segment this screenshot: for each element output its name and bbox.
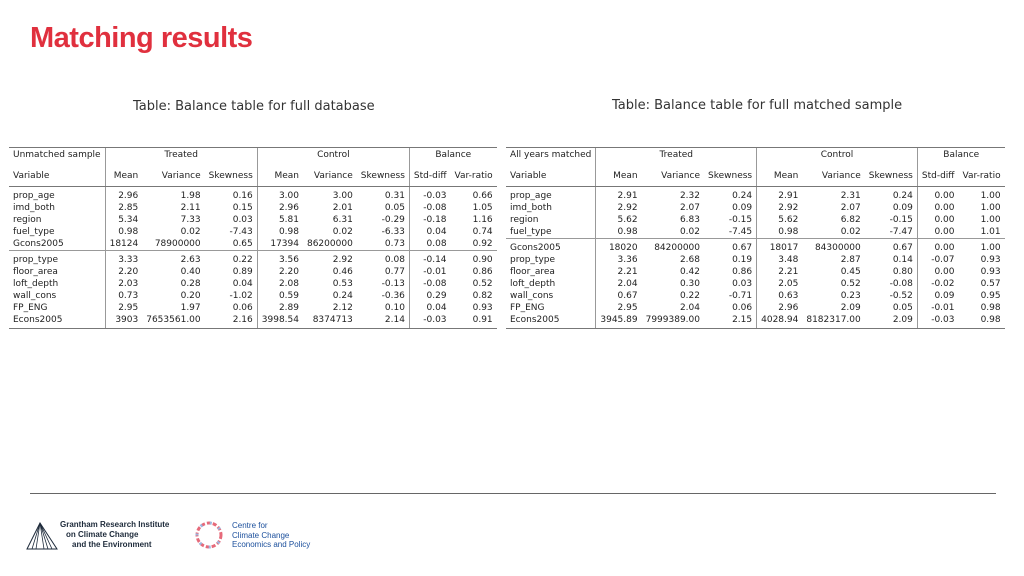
table-cell: 2.05 — [757, 278, 803, 290]
table-cell: -0.01 — [409, 266, 450, 278]
table-cell: 0.52 — [472, 279, 493, 289]
table-cell: 0.93 — [472, 303, 493, 313]
table-row — [9, 278, 497, 290]
table-cell: 0.82 — [472, 291, 493, 301]
column-header: Mean — [757, 163, 803, 187]
left-balance-table — [9, 147, 497, 329]
table-column-header-row — [506, 163, 1005, 187]
table-cell: 0.09 — [732, 203, 753, 213]
table-cell: 0.98 — [959, 314, 1005, 329]
table-cell: 1.00 — [980, 203, 1001, 213]
table-cell: 17394 — [257, 238, 303, 251]
table-cell: 2.91 — [757, 187, 803, 203]
table-cell: -1.02 — [229, 291, 253, 301]
table-cell: 2.04 — [596, 278, 642, 290]
table-cell: 0.22 — [205, 251, 258, 267]
table-cell: 2.04 — [679, 303, 700, 313]
cccep-logo — [192, 518, 332, 552]
variable-name: Econs2005 — [9, 314, 105, 329]
table-cell: 0.30 — [679, 279, 700, 289]
table-cell: 0.24 — [892, 191, 913, 201]
table-row — [506, 254, 1005, 266]
table-row — [9, 266, 497, 278]
table-cell: 0.40 — [180, 267, 201, 277]
table-cell: 3998.54 — [257, 314, 303, 329]
table-cell: 3945.89 — [596, 314, 642, 329]
table-cell: 0.63 — [757, 290, 803, 302]
group-header-treated: Treated — [105, 148, 257, 164]
table-cell: 2.09 — [840, 303, 861, 313]
table-cell: 0.74 — [472, 227, 493, 237]
table-cell: 0.04 — [232, 279, 253, 289]
group-header-control: Control — [757, 148, 918, 164]
table-cell: 0.24 — [332, 291, 353, 301]
right-table-caption: Table: Balance table for full matched sample — [612, 98, 903, 113]
table-group-header-row — [506, 148, 1005, 164]
table-cell: 0.93 — [980, 267, 1001, 277]
table-cell: -0.15 — [728, 215, 753, 225]
column-header: Std-diff — [917, 163, 958, 187]
table-cell: 1.00 — [980, 215, 1001, 225]
table-cell: 2.03 — [105, 278, 142, 290]
table-cell: 18017 — [757, 239, 803, 255]
table-cell: -0.71 — [728, 291, 753, 301]
table-cell: -0.08 — [889, 279, 913, 289]
column-header: Variable — [9, 163, 105, 187]
table-cell: 0.59 — [257, 290, 303, 302]
table-cell: 0.02 — [679, 227, 700, 237]
table-cell: 8374713 — [303, 314, 357, 329]
table-cell: 0.86 — [472, 267, 493, 277]
table-cell: 7999389.00 — [642, 314, 704, 329]
table-cell: 2.68 — [679, 255, 700, 265]
table-cell: 0.04 — [409, 302, 450, 314]
table-cell: 2.92 — [757, 202, 803, 214]
table-cell: 2.12 — [332, 303, 353, 313]
variable-name: Gcons2005 — [506, 239, 596, 255]
variable-name: wall_cons — [13, 291, 57, 301]
column-header: Variable — [506, 163, 596, 187]
table-cell: -0.03 — [917, 314, 958, 329]
variable-name: FP_ENG — [510, 303, 545, 313]
table-row — [506, 290, 1005, 302]
table-cell: 0.00 — [917, 187, 958, 203]
table-row — [9, 226, 497, 238]
table-cell: 0.77 — [384, 267, 405, 277]
table-cell: 3.36 — [596, 254, 642, 266]
table-cell: 0.03 — [232, 215, 253, 225]
table-cell: 6.31 — [332, 215, 353, 225]
table-row — [506, 266, 1005, 278]
table-cell: 0.04 — [409, 226, 450, 238]
table-row — [9, 251, 497, 267]
table-cell: 78900000 — [154, 239, 201, 249]
page-title: Matching results — [30, 22, 253, 54]
table-cell: 0.00 — [917, 226, 958, 239]
table-cell: 0.73 — [105, 290, 142, 302]
table-cell: 2.63 — [142, 251, 204, 267]
table-cell: 0.46 — [332, 267, 353, 277]
table-cell: -0.13 — [381, 279, 405, 289]
table-cell: 2.96 — [257, 202, 303, 214]
group-header-balance: Balance — [917, 148, 1004, 164]
column-header: Skewness — [205, 163, 258, 187]
table-row — [9, 302, 497, 314]
column-header: Skewness — [704, 163, 757, 187]
table-row — [9, 202, 497, 214]
table-cell: 0.08 — [409, 238, 450, 251]
table-cell: 2.07 — [840, 203, 861, 213]
variable-name: FP_ENG — [13, 303, 48, 313]
table-cell: 0.15 — [232, 203, 253, 213]
table-cell: -0.18 — [409, 214, 450, 226]
variable-name: floor_area — [13, 267, 58, 277]
table-cell: 2.87 — [840, 255, 861, 265]
table-cell: 2.14 — [357, 314, 410, 329]
table-cell: -7.43 — [229, 227, 253, 237]
table-cell: 0.52 — [840, 279, 861, 289]
table-cell: 0.66 — [472, 191, 493, 201]
left-table-caption: Table: Balance table for full database — [133, 99, 375, 114]
table-cell: 0.31 — [384, 191, 405, 201]
table-cell: 1.00 — [980, 191, 1001, 201]
sample-label: All years matched — [506, 148, 596, 164]
table-cell: 0.09 — [917, 290, 958, 302]
variable-name: Gcons2005 — [13, 239, 64, 249]
table-cell: 0.23 — [840, 291, 861, 301]
column-header: Variance — [802, 163, 864, 187]
variable-name: imd_both — [13, 203, 55, 213]
sample-label: Unmatched sample — [9, 148, 105, 164]
table-cell: 0.02 — [840, 227, 861, 237]
cccep-logo-line3: Economics and Policy — [232, 540, 311, 549]
table-cell: 2.07 — [679, 203, 700, 213]
table-cell: 6.83 — [679, 215, 700, 225]
column-header: Var-ratio — [959, 163, 1005, 187]
group-header-treated: Treated — [596, 148, 757, 164]
table-cell: -0.07 — [917, 254, 958, 266]
table-cell: 0.00 — [917, 202, 958, 214]
column-header: Mean — [596, 163, 642, 187]
table-cell: 2.20 — [257, 266, 303, 278]
table-cell: 2.91 — [596, 187, 642, 203]
group-header-balance: Balance — [409, 148, 496, 164]
table-cell: 0.89 — [232, 267, 253, 277]
variable-name: prop_type — [9, 251, 105, 267]
column-header: Variance — [142, 163, 204, 187]
table-cell: 0.19 — [732, 255, 753, 265]
table-cell: 2.96 — [757, 302, 803, 314]
table-cell: -0.15 — [889, 215, 913, 225]
table-cell: 3.00 — [332, 191, 353, 201]
variable-name: prop_type — [510, 255, 556, 265]
table-cell: 0.20 — [180, 291, 201, 301]
column-header: Mean — [257, 163, 303, 187]
variable-name: loft_depth — [13, 279, 59, 289]
table-row — [506, 187, 1005, 203]
table-row — [506, 278, 1005, 290]
table-cell: 1.97 — [180, 303, 201, 313]
variable-name: fuel_type — [510, 227, 552, 237]
table-cell: 0.06 — [232, 303, 253, 313]
table-cell: -0.29 — [381, 215, 405, 225]
table-cell: 0.06 — [732, 303, 753, 313]
table-cell: 3.56 — [257, 251, 303, 267]
table-row — [506, 314, 1005, 329]
table-cell: 2.21 — [596, 266, 642, 278]
table-cell: 3.33 — [105, 251, 142, 267]
table-cell: 0.98 — [596, 226, 642, 239]
table-cell: 0.42 — [679, 267, 700, 277]
table-cell: 0.00 — [917, 239, 958, 255]
table-cell: 0.98 — [105, 226, 142, 238]
variable-name: prop_age — [510, 191, 552, 201]
table-cell: 86200000 — [306, 239, 353, 249]
table-cell: 2.89 — [257, 302, 303, 314]
table-cell: 5.62 — [596, 214, 642, 226]
table-cell: 0.73 — [384, 239, 405, 249]
column-header: Mean — [105, 163, 142, 187]
table-cell: -0.03 — [409, 187, 450, 203]
table-cell: 1.05 — [472, 203, 493, 213]
table-cell: 0.09 — [892, 203, 913, 213]
table-cell: 0.53 — [332, 279, 353, 289]
table-row — [9, 290, 497, 302]
table-row — [9, 314, 497, 329]
table-cell: 0.08 — [357, 251, 410, 267]
table-cell: 1.00 — [959, 239, 1005, 255]
grantham-logo-line2: on Climate Change — [66, 530, 139, 539]
table-row — [506, 202, 1005, 214]
column-header: Skewness — [357, 163, 410, 187]
variable-name: floor_area — [510, 267, 555, 277]
table-cell: 2.31 — [840, 191, 861, 201]
table-cell: 2.92 — [303, 251, 357, 267]
table-row — [9, 238, 497, 251]
table-row — [9, 214, 497, 226]
table-cell: 0.24 — [732, 191, 753, 201]
table-cell: 0.14 — [892, 255, 913, 265]
table-cell: 2.21 — [757, 266, 803, 278]
grantham-logo-line3: and the Environment — [72, 540, 152, 549]
table-cell: 1.01 — [980, 227, 1001, 237]
variable-name: wall_cons — [510, 291, 554, 301]
table-cell: 0.93 — [980, 255, 1001, 265]
table-cell: 7653561.00 — [142, 314, 204, 329]
table-cell: 0.90 — [451, 251, 497, 267]
table-cell: 2.16 — [205, 314, 258, 329]
variable-name: fuel_type — [13, 227, 55, 237]
table-row — [506, 239, 1005, 255]
table-row — [506, 226, 1005, 239]
table-cell: 0.05 — [892, 303, 913, 313]
table-cell: 2.92 — [596, 202, 642, 214]
table-cell: 0.80 — [892, 267, 913, 277]
table-cell: 1.98 — [180, 191, 201, 201]
table-cell: 0.67 — [704, 239, 757, 255]
table-cell: -0.52 — [889, 291, 913, 301]
cccep-logo-line1: Centre for — [232, 521, 268, 530]
table-cell: 1.16 — [472, 215, 493, 225]
table-cell: 0.02 — [180, 227, 201, 237]
footer-divider — [30, 493, 996, 494]
table-cell: 2.11 — [180, 203, 201, 213]
table-cell: -0.14 — [409, 251, 450, 267]
table-cell: 0.00 — [917, 266, 958, 278]
table-cell: -0.02 — [917, 278, 958, 290]
mountain-logo-icon — [26, 520, 58, 550]
table-cell: 18020 — [596, 239, 642, 255]
table-cell: 18124 — [105, 238, 142, 251]
table-cell: -0.01 — [917, 302, 958, 314]
table-cell: 0.22 — [679, 291, 700, 301]
table-cell: 0.02 — [332, 227, 353, 237]
table-cell: 4028.94 — [757, 314, 803, 329]
table-cell: -0.08 — [409, 202, 450, 214]
table-cell: 2.15 — [704, 314, 757, 329]
variable-name: Econs2005 — [506, 314, 596, 329]
table-cell: 0.98 — [757, 226, 803, 239]
table-group-header-row — [9, 148, 497, 164]
group-header-control: Control — [257, 148, 409, 164]
table-cell: 5.62 — [757, 214, 803, 226]
variable-name: region — [510, 215, 539, 225]
table-row — [506, 302, 1005, 314]
table-cell: 84300000 — [802, 239, 864, 255]
table-cell: 0.91 — [451, 314, 497, 329]
table-row — [9, 187, 497, 203]
cccep-logo-line2: Climate Change — [232, 530, 290, 540]
table-cell: 3903 — [105, 314, 142, 329]
table-cell: 2.08 — [257, 278, 303, 290]
table-cell: 6.82 — [840, 215, 861, 225]
column-header: Skewness — [865, 163, 918, 187]
table-cell: 0.00 — [917, 214, 958, 226]
table-cell: -7.47 — [889, 227, 913, 237]
table-cell: 5.81 — [257, 214, 303, 226]
table-cell: 0.03 — [732, 279, 753, 289]
variable-name: loft_depth — [510, 279, 556, 289]
variable-name: imd_both — [510, 203, 552, 213]
table-cell: 2.09 — [865, 314, 918, 329]
table-cell: 0.10 — [384, 303, 405, 313]
table-cell: 0.67 — [596, 290, 642, 302]
table-cell: -0.36 — [381, 291, 405, 301]
ring-logo-icon — [192, 518, 226, 552]
table-cell: -0.08 — [409, 278, 450, 290]
table-cell: 0.45 — [840, 267, 861, 277]
table-cell: 2.96 — [105, 187, 142, 203]
table-cell: 2.95 — [596, 302, 642, 314]
table-cell: 0.29 — [409, 290, 450, 302]
grantham-logo — [26, 518, 176, 552]
table-cell: 0.92 — [472, 239, 493, 249]
table-column-header-row — [9, 163, 497, 187]
table-cell: 2.20 — [105, 266, 142, 278]
table-cell: -6.33 — [381, 227, 405, 237]
table-cell: 2.85 — [105, 202, 142, 214]
table-cell: 7.33 — [180, 215, 201, 225]
table-cell: 0.16 — [232, 191, 253, 201]
table-cell: 0.05 — [384, 203, 405, 213]
table-cell: 0.28 — [180, 279, 201, 289]
column-header: Variance — [642, 163, 704, 187]
table-cell: 2.32 — [679, 191, 700, 201]
grantham-logo-line1: Grantham Research Institute — [60, 520, 170, 529]
table-cell: 2.95 — [105, 302, 142, 314]
table-cell: 0.95 — [980, 291, 1001, 301]
right-balance-table — [506, 147, 1005, 329]
variable-name: prop_age — [13, 191, 55, 201]
table-cell: 3.48 — [757, 254, 803, 266]
table-cell: 5.34 — [105, 214, 142, 226]
variable-name: region — [13, 215, 42, 225]
table-cell: 0.98 — [980, 303, 1001, 313]
table-cell: -7.45 — [728, 227, 753, 237]
column-header: Variance — [303, 163, 357, 187]
table-row — [506, 214, 1005, 226]
table-cell: 0.86 — [732, 267, 753, 277]
table-cell: 3.00 — [257, 187, 303, 203]
column-header: Std-diff — [409, 163, 450, 187]
table-cell: 0.98 — [257, 226, 303, 238]
table-cell: 2.01 — [332, 203, 353, 213]
table-cell: 0.67 — [865, 239, 918, 255]
table-cell: 84200000 — [642, 239, 704, 255]
column-header: Var-ratio — [451, 163, 497, 187]
table-cell: 0.65 — [232, 239, 253, 249]
table-cell: -0.03 — [409, 314, 450, 329]
table-cell: 8182317.00 — [802, 314, 864, 329]
table-cell: 0.57 — [980, 279, 1001, 289]
